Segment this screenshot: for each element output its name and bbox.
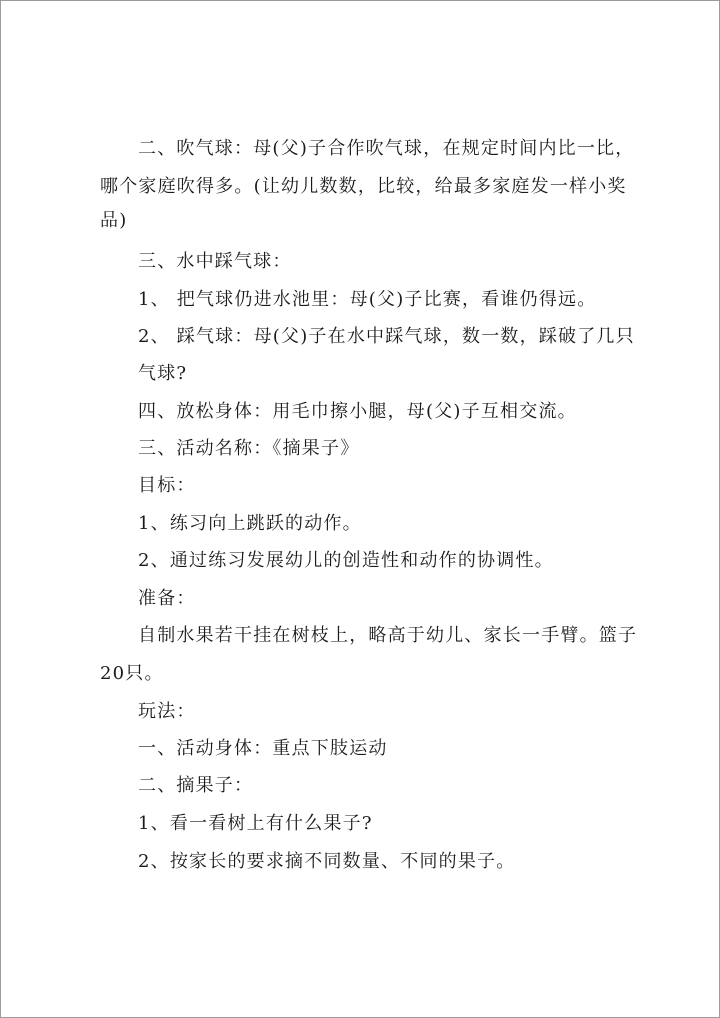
text-line: 四、放松身体：用毛巾擦小腿，母(父)子互相交流。	[138, 401, 577, 422]
text-line: 一、活动身体：重点下肢运动	[138, 738, 388, 759]
list-item: 2、 踩气球：母(父)子在水中踩气球，数一数，踩破了几只	[138, 326, 635, 347]
list-item: 1、 把气球仍进水池里：母(父)子比赛，看谁仍得远。	[138, 289, 597, 310]
text-line: 目标：	[138, 475, 196, 496]
text-line: 品)	[100, 210, 128, 231]
list-item: 2、通过练习发展幼儿的创造性和动作的协调性。	[138, 550, 554, 571]
text-line: 气球?	[138, 363, 188, 384]
text-line: 二、摘果子：	[138, 775, 254, 796]
text-line: 三、水中踩气球：	[138, 251, 292, 272]
text-line: 玩法：	[138, 701, 196, 722]
text-line: 20只。	[100, 663, 164, 684]
text-line: 自制水果若干挂在树枝上，略高于幼儿、家长一手臂。篮子	[138, 625, 638, 646]
text-line: 二、吹气球：母(父)子合作吹气球，在规定时间内比一比，	[138, 138, 635, 159]
list-item: 1、看一看树上有什么果子?	[138, 813, 373, 834]
list-item: 1、练习向上跳跃的动作。	[138, 513, 362, 534]
section-heading: 三、活动名称：《摘果子》	[138, 438, 360, 459]
text-line: 准备：	[138, 588, 196, 609]
list-item: 2、按家长的要求摘不同数量、不同的果子。	[138, 851, 516, 872]
text-line: 哪个家庭吹得多。(让幼儿数数，比较，给最多家庭发一样小奖	[100, 176, 627, 197]
